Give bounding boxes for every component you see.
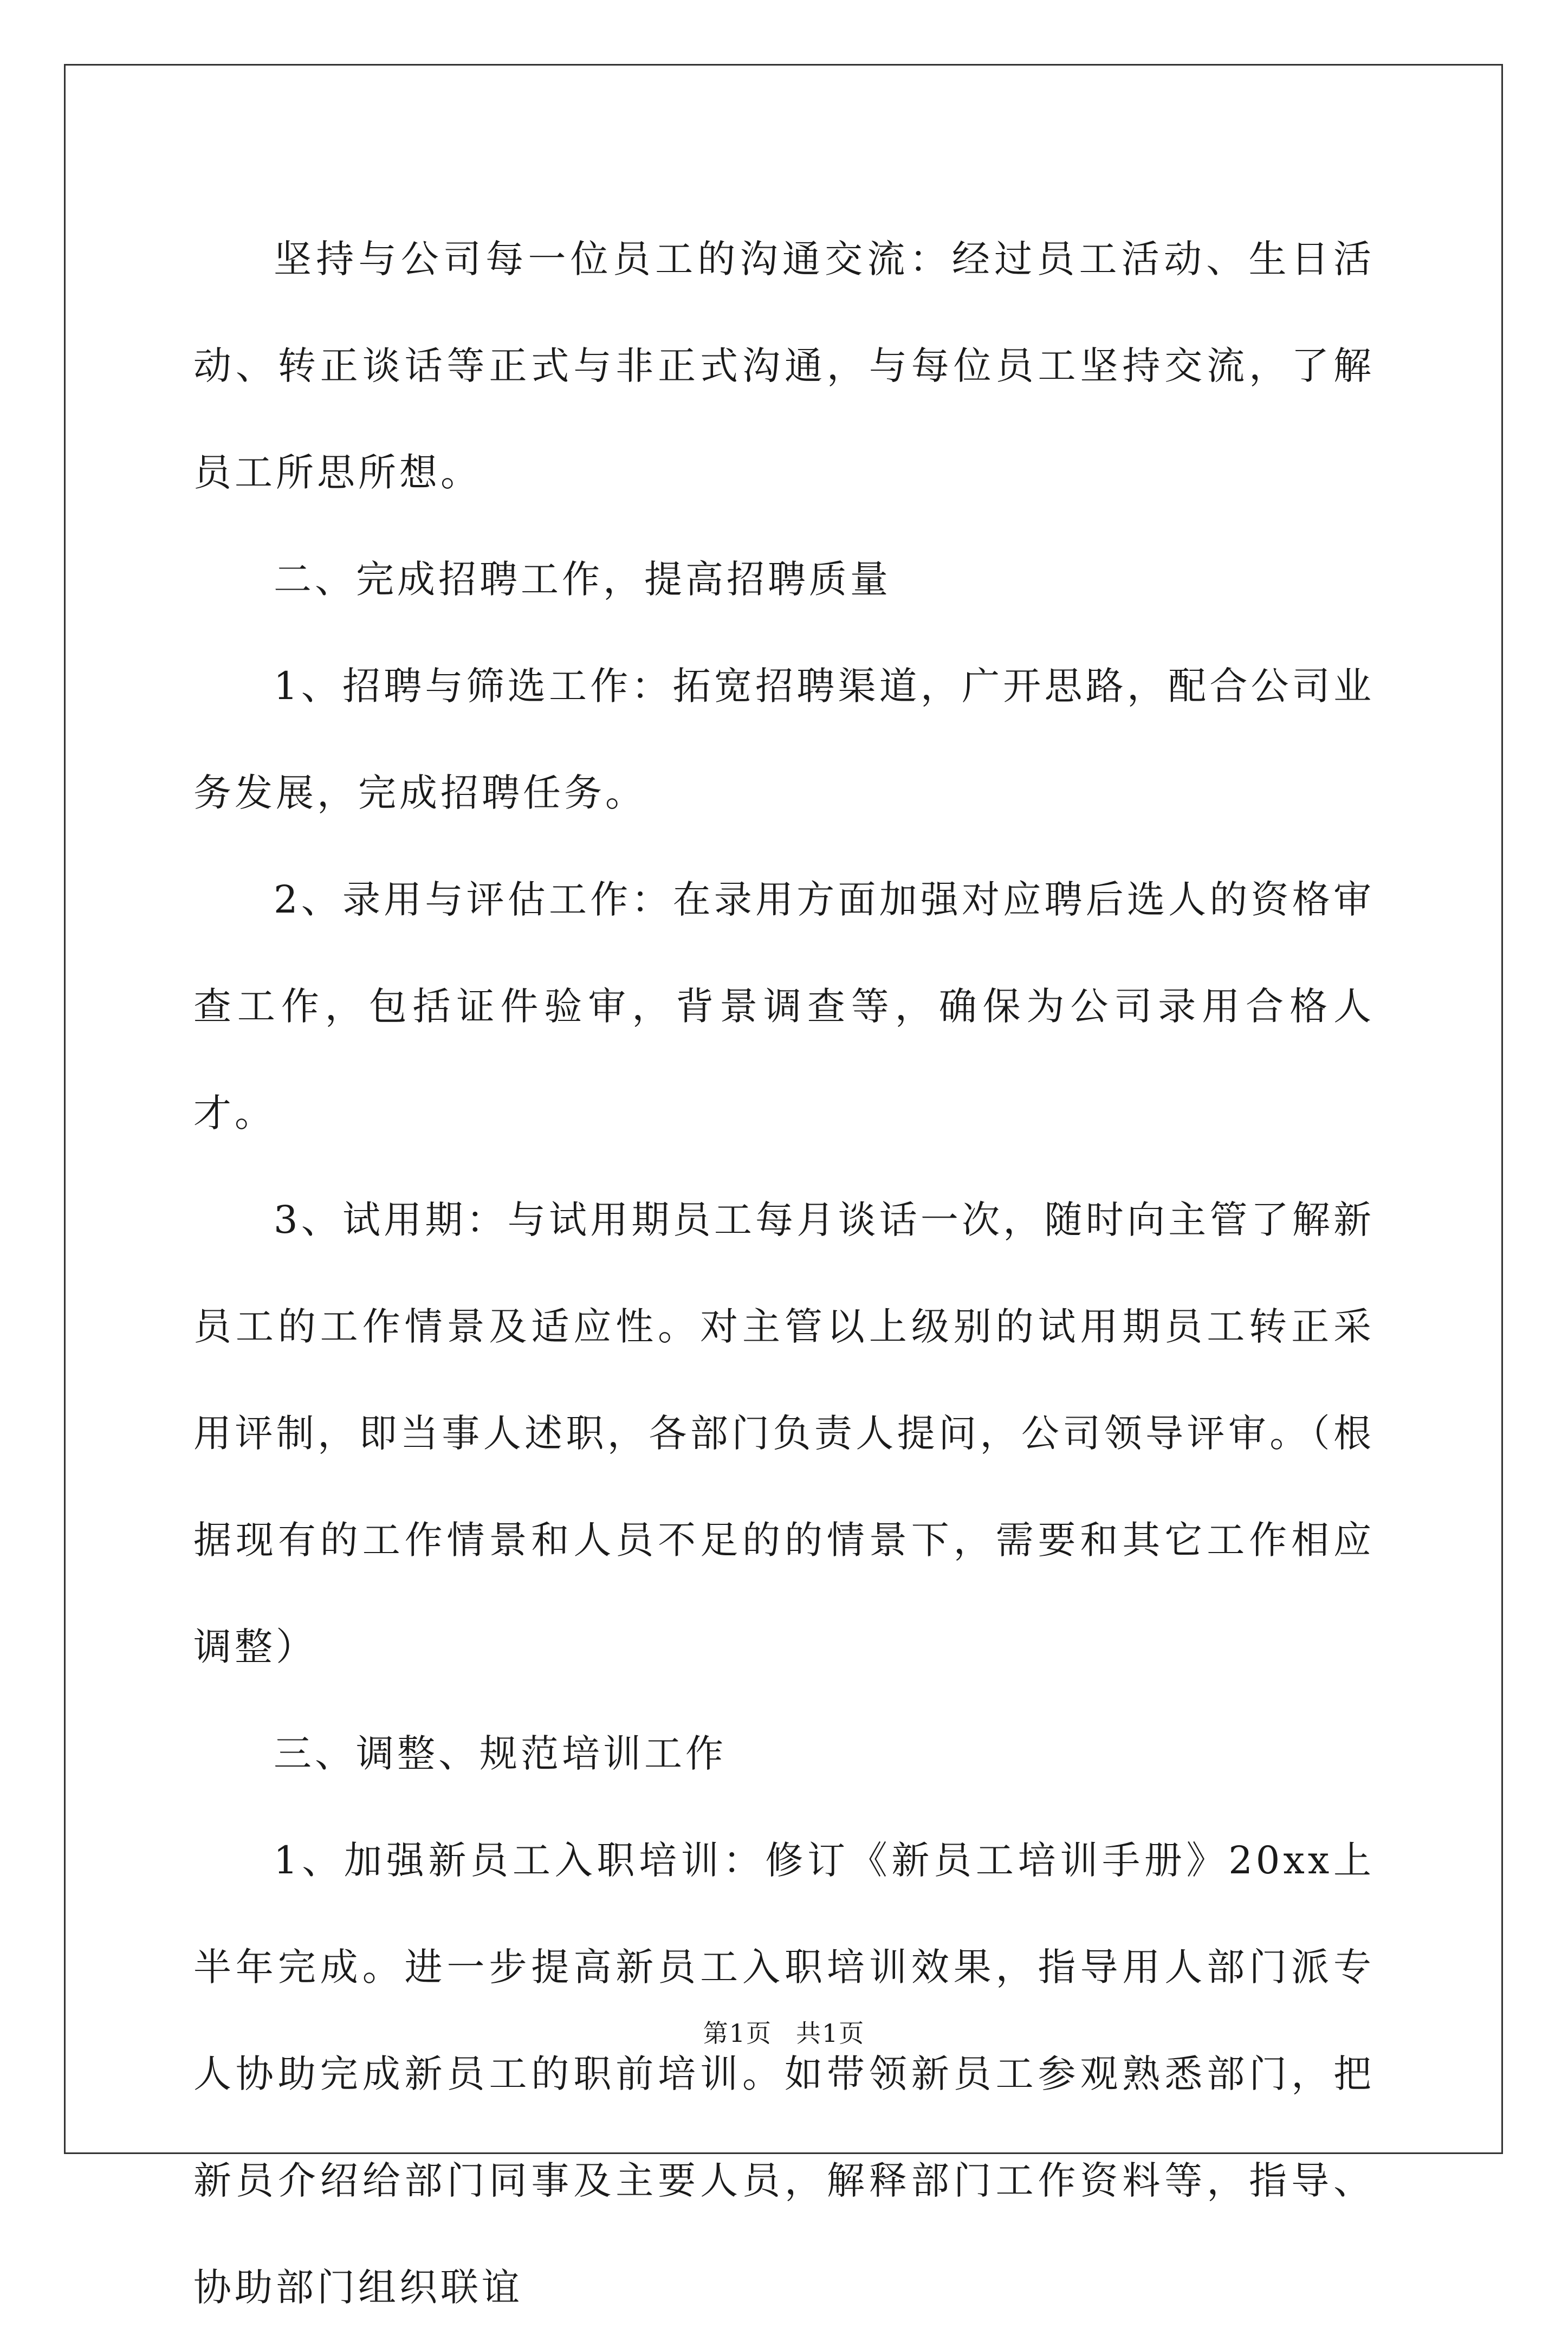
page-number: 第1页 <box>703 2019 772 2048</box>
page-total: 共1页 <box>796 2019 865 2048</box>
heading-training: 三、调整、规范培训工作 <box>274 1731 727 1776</box>
paragraph-recruit-screening: 1、招聘与筛选工作：拓宽招聘渠道，广开思路，配合公司业务发展，完成招聘任务。 <box>193 664 1375 815</box>
paragraph-hiring-evaluation: 2、录用与评估工作：在录用方面加强对应聘后选人的资格审查工作，包括证件验审，背景调查等，确保为公司录用合格人才。 <box>193 877 1375 1135</box>
heading-recruitment: 二、完成招聘工作，提高招聘质量 <box>274 557 891 602</box>
page-footer <box>0 2017 1568 2049</box>
paragraph-onboarding-training: 1、加强新员工入职培训：修订《新员工培训手册》20xx上半年完成。进一步提高新员工入职培训效果，指导用人部门派专人协助完成新员工的职前培训。如带领新员工参观熟悉部门，把新员介绍给部门同事及主要人员，解释部门工作资料等，指导、协助部门组织联谊 <box>193 1838 1375 2310</box>
paragraph-probation: 3、试用期：与试用期员工每月谈话一次，随时向主管了解新员工的工作情景及适应性。对主管以上级别的试用期员工转正采用评制，即当事人述职，各部门负责人提问，公司领导评审。（根据现有的工作情景和人员不足的的情景下，需要和其它工作相应调整） <box>193 1198 1375 1669</box>
paragraph-communication: 坚持与公司每一位员工的沟通交流：经过员工活动、生日活动、转正谈话等正式与非正式沟通，与每位员工坚持交流，了解员工所思所想。 <box>193 237 1375 495</box>
